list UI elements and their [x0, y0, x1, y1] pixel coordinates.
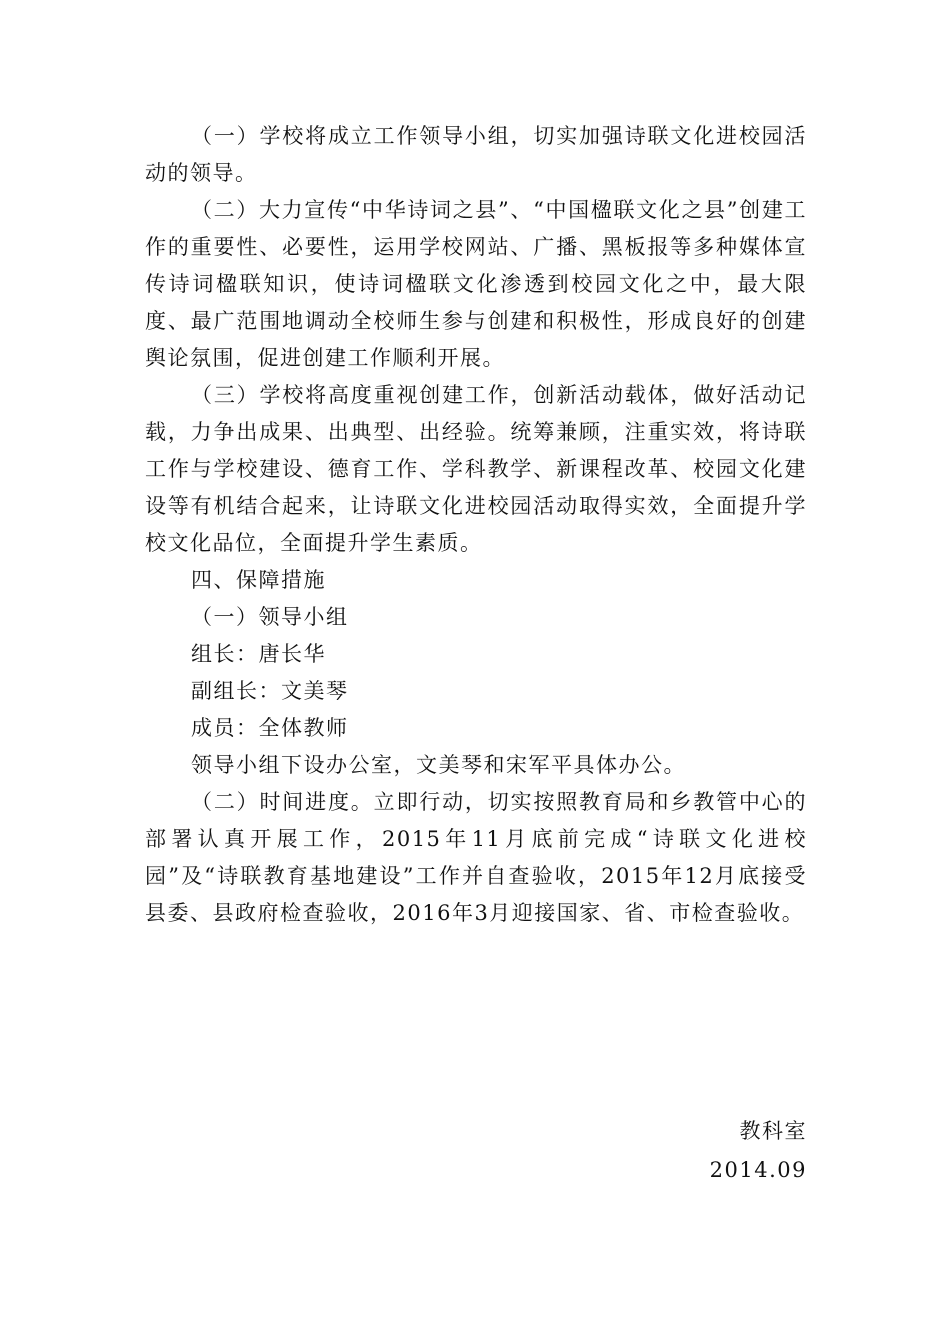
deputy-group-leader: 副组长：文美琴 — [191, 679, 349, 703]
subheading-leadership-group: （一）领导小组 — [191, 605, 349, 629]
document-body — [145, 118, 807, 932]
signature-office: 教科室 — [739, 1119, 807, 1143]
paragraph-innovation: （三）学校将高度重视创建工作，创新活动载体，做好活动记载，力争出成果、出典型、出经验。统筹兼顾，注重实效，将诗联工作与学校建设、德育工作、学科教学、新课程改革、校园文化建设等有机结合起来，让诗联文化进校园活动取得实效，全面提升学校文化品位，全面提升学生素质。 — [145, 383, 807, 555]
signature-block — [507, 1112, 807, 1190]
office-arrangement: 领导小组下设办公室，文美琴和宋军平具体办公。 — [191, 753, 686, 777]
section-heading-safeguards: 四、保障措施 — [191, 568, 326, 592]
paragraph-publicity: （二）大力宣传“中华诗词之县”、“中国楹联文化之县”创建工作的重要性、必要性，运用学校网站、广播、黑板报等多种媒体宣传诗词楹联知识，使诗词楹联文化渗透到校园文化之中，最大限度、最广范围地调动全校师生参与创建和积极性，形成良好的创建舆论氛围，促进创建工作顺利开展。 — [145, 198, 807, 370]
signature-date: 2014.09 — [709, 1158, 807, 1182]
paragraph-schedule: （二）时间进度。立即行动，切实按照教育局和乡教管中心的部署认真开展工作，2015年11月底前完成“诗联文化进校园”及“诗联教育基地建设”工作并自查验收，2015年12月底接受县委、县政府检查验收，2016年3月迎接国家、省、市检查验收。 — [145, 790, 807, 925]
group-leader: 组长：唐长华 — [191, 642, 326, 666]
group-members: 成员：全体教师 — [191, 716, 349, 740]
paragraph-leadership-group: （一）学校将成立工作领导小组，切实加强诗联文化进校园活动的领导。 — [145, 124, 807, 185]
